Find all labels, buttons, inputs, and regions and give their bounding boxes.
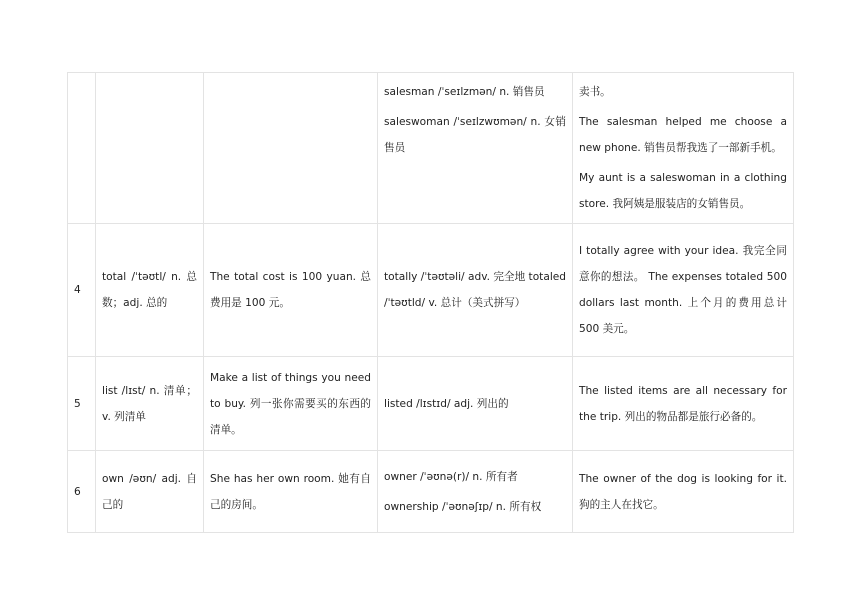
derived-example: The listed items are all necessary for the trip. 列出的物品都是旅行必备的。 <box>579 384 787 423</box>
derived-example-cell <box>573 73 794 224</box>
derived-word: totally /ˈtəʊtəli/ adv. 完全地 totaled /ˈtəʊtld/ v. 总计（美式拼写） <box>384 271 567 309</box>
derived-example-cell <box>573 224 794 357</box>
derived-example: I totally agree with your idea. 我完全同意你的想法。 The expenses totaled 500 dollars last month. 上个月的费用总计 500 美元。 <box>579 245 787 335</box>
derived-word: saleswoman /ˈseɪlzwʊmən/ n. 女销售员 <box>384 116 566 154</box>
example-cell: The total cost is 100 yuan. 总费用是 100 元。 <box>204 224 378 357</box>
derived-word: ownership /ˈəʊnəʃɪp/ n. 所有权 <box>384 500 542 513</box>
derived-example: The owner of the dog is looking for it. 狗的主人在找它。 <box>579 472 787 511</box>
table-row <box>68 357 794 451</box>
derived-word: owner /ˈəʊnə(r)/ n. 所有者 <box>384 470 518 483</box>
derived-cell <box>378 451 573 533</box>
derived-example-cell <box>573 451 794 533</box>
derived-cell <box>378 73 573 224</box>
derived-example: 卖书。 <box>579 86 611 98</box>
derived-example: The salesman helped me choose a new phone. 销售员帮我选了一部新手机。 <box>579 116 787 154</box>
derived-word: salesman /ˈseɪlzmən/ n. 销售员 <box>384 86 545 98</box>
row-number: 5 <box>68 357 96 451</box>
derived-cell <box>378 357 573 451</box>
vocabulary-table <box>67 72 794 533</box>
example-cell: Make a list of things you need to buy. 列一张你需要买的东西的清单。 <box>204 357 378 451</box>
word-cell: list /lɪst/ n. 清单；v. 列清单 <box>96 357 204 451</box>
row-number <box>68 73 96 224</box>
derived-word: listed /lɪstɪd/ adj. 列出的 <box>384 397 509 410</box>
word-cell <box>96 73 204 224</box>
derived-cell <box>378 224 573 357</box>
word-cell: total /ˈtəʊtl/ n. 总数；adj. 总的 <box>96 224 204 357</box>
table-row <box>68 451 794 533</box>
derived-example: My aunt is a saleswoman in a clothing store. 我阿姨是服装店的女销售员。 <box>579 172 787 210</box>
example-cell <box>204 73 378 224</box>
example-cell: She has her own room. 她有自己的房间。 <box>204 451 378 533</box>
word-cell: own /əʊn/ adj. 自己的 <box>96 451 204 533</box>
row-number: 4 <box>68 224 96 357</box>
row-number: 6 <box>68 451 96 533</box>
table-row <box>68 224 794 357</box>
table-row <box>68 73 794 224</box>
derived-example-cell <box>573 357 794 451</box>
